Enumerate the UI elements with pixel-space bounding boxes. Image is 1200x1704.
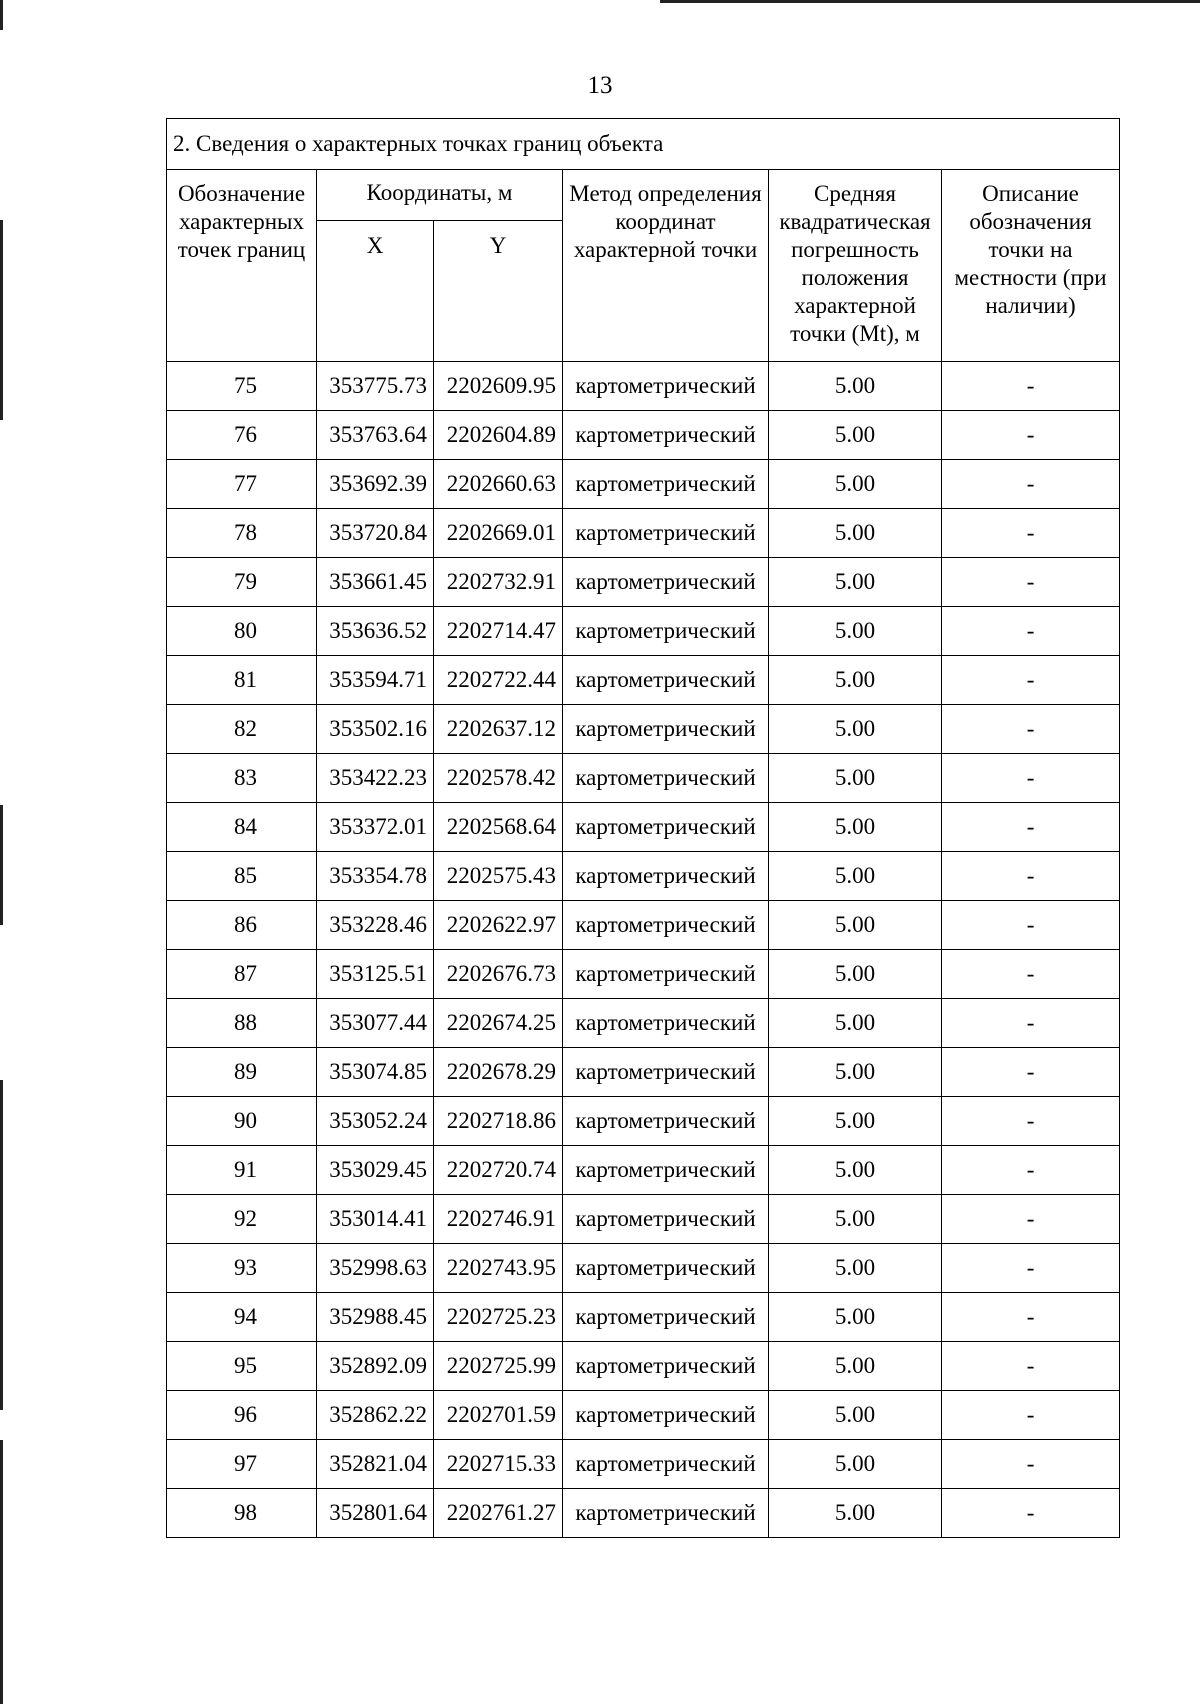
description-cell: - — [942, 901, 1120, 950]
header-y: Y — [434, 221, 563, 362]
table-row — [167, 1342, 1120, 1391]
method-cell: картометрический — [563, 1293, 769, 1342]
table-row — [167, 1489, 1120, 1538]
description-cell: - — [942, 1391, 1120, 1440]
description-cell: - — [942, 656, 1120, 705]
point-cell: 80 — [167, 607, 317, 656]
point-cell: 93 — [167, 1244, 317, 1293]
method-cell: картометрический — [563, 411, 769, 460]
description-cell: - — [942, 1097, 1120, 1146]
point-cell: 90 — [167, 1097, 317, 1146]
method-cell: картометрический — [563, 656, 769, 705]
scan-edge-left — [0, 805, 3, 925]
description-cell: - — [942, 852, 1120, 901]
x-coordinate-cell: 352821.04 — [317, 1440, 434, 1489]
method-cell: картометрический — [563, 607, 769, 656]
y-coordinate-cell: 2202743.95 — [434, 1244, 563, 1293]
error-cell: 5.00 — [769, 950, 942, 999]
description-cell: - — [942, 607, 1120, 656]
point-cell: 86 — [167, 901, 317, 950]
method-cell: картометрический — [563, 803, 769, 852]
error-cell: 5.00 — [769, 1097, 942, 1146]
x-coordinate-cell: 352801.64 — [317, 1489, 434, 1538]
method-cell: картометрический — [563, 1342, 769, 1391]
y-coordinate-cell: 2202725.23 — [434, 1293, 563, 1342]
header-description: Описание обозначения точки на местности (при наличии) — [942, 170, 1120, 362]
table-row — [167, 999, 1120, 1048]
description-cell: - — [942, 754, 1120, 803]
method-cell: картометрический — [563, 1391, 769, 1440]
y-coordinate-cell: 2202609.95 — [434, 362, 563, 411]
x-coordinate-cell: 353422.23 — [317, 754, 434, 803]
y-coordinate-cell: 2202669.01 — [434, 509, 563, 558]
y-coordinate-cell: 2202568.64 — [434, 803, 563, 852]
error-cell: 5.00 — [769, 460, 942, 509]
error-cell: 5.00 — [769, 411, 942, 460]
error-cell: 5.00 — [769, 558, 942, 607]
error-cell: 5.00 — [769, 656, 942, 705]
description-cell: - — [942, 1244, 1120, 1293]
description-cell: - — [942, 509, 1120, 558]
method-cell: картометрический — [563, 1195, 769, 1244]
error-cell: 5.00 — [769, 803, 942, 852]
method-cell: картометрический — [563, 754, 769, 803]
table-row — [167, 803, 1120, 852]
x-coordinate-cell: 352998.63 — [317, 1244, 434, 1293]
error-cell: 5.00 — [769, 852, 942, 901]
y-coordinate-cell: 2202761.27 — [434, 1489, 563, 1538]
description-cell: - — [942, 1195, 1120, 1244]
description-cell: - — [942, 705, 1120, 754]
method-cell: картометрический — [563, 558, 769, 607]
point-cell: 92 — [167, 1195, 317, 1244]
y-coordinate-cell: 2202732.91 — [434, 558, 563, 607]
point-cell: 81 — [167, 656, 317, 705]
x-coordinate-cell: 353354.78 — [317, 852, 434, 901]
y-coordinate-cell: 2202578.42 — [434, 754, 563, 803]
table-row — [167, 607, 1120, 656]
y-coordinate-cell: 2202701.59 — [434, 1391, 563, 1440]
y-coordinate-cell: 2202678.29 — [434, 1048, 563, 1097]
x-coordinate-cell: 353763.64 — [317, 411, 434, 460]
y-coordinate-cell: 2202637.12 — [434, 705, 563, 754]
y-coordinate-cell: 2202720.74 — [434, 1146, 563, 1195]
x-coordinate-cell: 353077.44 — [317, 999, 434, 1048]
x-coordinate-cell: 353594.71 — [317, 656, 434, 705]
point-cell: 98 — [167, 1489, 317, 1538]
description-cell: - — [942, 1146, 1120, 1195]
point-cell: 96 — [167, 1391, 317, 1440]
method-cell: картометрический — [563, 1440, 769, 1489]
x-coordinate-cell: 353692.39 — [317, 460, 434, 509]
method-cell: картометрический — [563, 901, 769, 950]
error-cell: 5.00 — [769, 1440, 942, 1489]
point-cell: 95 — [167, 1342, 317, 1391]
table-row — [167, 705, 1120, 754]
scan-edge-left — [0, 220, 3, 420]
header-designation: Обозначение характерных точек границ — [167, 170, 317, 362]
point-cell: 89 — [167, 1048, 317, 1097]
error-cell: 5.00 — [769, 1048, 942, 1097]
error-cell: 5.00 — [769, 362, 942, 411]
y-coordinate-cell: 2202674.25 — [434, 999, 563, 1048]
table-row — [167, 901, 1120, 950]
y-coordinate-cell: 2202676.73 — [434, 950, 563, 999]
error-cell: 5.00 — [769, 1146, 942, 1195]
error-cell: 5.00 — [769, 901, 942, 950]
page-number: 13 — [587, 72, 613, 99]
table-body — [167, 362, 1120, 1538]
x-coordinate-cell: 353074.85 — [317, 1048, 434, 1097]
method-cell: картометрический — [563, 1097, 769, 1146]
method-cell: картометрический — [563, 509, 769, 558]
error-cell: 5.00 — [769, 1391, 942, 1440]
x-coordinate-cell: 352862.22 — [317, 1391, 434, 1440]
boundary-points-table — [166, 118, 1120, 1538]
error-cell: 5.00 — [769, 705, 942, 754]
method-cell: картометрический — [563, 460, 769, 509]
table-title: 2. Сведения о характерных точках границ объекта — [167, 119, 1120, 170]
y-coordinate-cell: 2202746.91 — [434, 1195, 563, 1244]
error-cell: 5.00 — [769, 1342, 942, 1391]
table-row — [167, 1146, 1120, 1195]
table-row — [167, 509, 1120, 558]
description-cell: - — [942, 1489, 1120, 1538]
table-row — [167, 754, 1120, 803]
description-cell: - — [942, 558, 1120, 607]
point-cell: 79 — [167, 558, 317, 607]
point-cell: 85 — [167, 852, 317, 901]
point-cell: 82 — [167, 705, 317, 754]
table-row — [167, 1244, 1120, 1293]
header-x: X — [317, 221, 434, 362]
table-row — [167, 411, 1120, 460]
table-row — [167, 1391, 1120, 1440]
point-cell: 83 — [167, 754, 317, 803]
description-cell: - — [942, 1440, 1120, 1489]
x-coordinate-cell: 353775.73 — [317, 362, 434, 411]
error-cell: 5.00 — [769, 509, 942, 558]
header-error: Средняя квадратическая погрешность положения характерной точки (Mt), м — [769, 170, 942, 362]
y-coordinate-cell: 2202660.63 — [434, 460, 563, 509]
x-coordinate-cell: 353052.24 — [317, 1097, 434, 1146]
method-cell: картометрический — [563, 852, 769, 901]
method-cell: картометрический — [563, 362, 769, 411]
point-cell: 88 — [167, 999, 317, 1048]
error-cell: 5.00 — [769, 1489, 942, 1538]
error-cell: 5.00 — [769, 607, 942, 656]
table-row — [167, 1293, 1120, 1342]
header-coordinates: Координаты, м — [317, 170, 563, 221]
y-coordinate-cell: 2202725.99 — [434, 1342, 563, 1391]
table-row — [167, 1097, 1120, 1146]
table-row — [167, 1048, 1120, 1097]
description-cell: - — [942, 1048, 1120, 1097]
table-row — [167, 950, 1120, 999]
table-row — [167, 1195, 1120, 1244]
x-coordinate-cell: 353014.41 — [317, 1195, 434, 1244]
table-row — [167, 852, 1120, 901]
point-cell: 91 — [167, 1146, 317, 1195]
point-cell: 76 — [167, 411, 317, 460]
y-coordinate-cell: 2202575.43 — [434, 852, 563, 901]
point-cell: 77 — [167, 460, 317, 509]
y-coordinate-cell: 2202722.44 — [434, 656, 563, 705]
x-coordinate-cell: 353228.46 — [317, 901, 434, 950]
table-row — [167, 656, 1120, 705]
x-coordinate-cell: 353372.01 — [317, 803, 434, 852]
table-row — [167, 460, 1120, 509]
x-coordinate-cell: 353636.52 — [317, 607, 434, 656]
method-cell: картометрический — [563, 1244, 769, 1293]
method-cell: картометрический — [563, 950, 769, 999]
description-cell: - — [942, 950, 1120, 999]
method-cell: картометрический — [563, 1489, 769, 1538]
scan-edge-top — [660, 0, 1200, 3]
point-cell: 78 — [167, 509, 317, 558]
x-coordinate-cell: 352988.45 — [317, 1293, 434, 1342]
point-cell: 97 — [167, 1440, 317, 1489]
error-cell: 5.00 — [769, 1195, 942, 1244]
point-cell: 87 — [167, 950, 317, 999]
scan-edge-left — [0, 0, 3, 30]
method-cell: картометрический — [563, 1146, 769, 1195]
method-cell: картометрический — [563, 999, 769, 1048]
point-cell: 94 — [167, 1293, 317, 1342]
y-coordinate-cell: 2202718.86 — [434, 1097, 563, 1146]
x-coordinate-cell: 353125.51 — [317, 950, 434, 999]
error-cell: 5.00 — [769, 1244, 942, 1293]
description-cell: - — [942, 1342, 1120, 1391]
error-cell: 5.00 — [769, 999, 942, 1048]
description-cell: - — [942, 362, 1120, 411]
method-cell: картометрический — [563, 705, 769, 754]
description-cell: - — [942, 460, 1120, 509]
y-coordinate-cell: 2202604.89 — [434, 411, 563, 460]
description-cell: - — [942, 803, 1120, 852]
scan-edge-left — [0, 1440, 3, 1704]
x-coordinate-cell: 353502.16 — [317, 705, 434, 754]
x-coordinate-cell: 353720.84 — [317, 509, 434, 558]
x-coordinate-cell: 353029.45 — [317, 1146, 434, 1195]
method-cell: картометрический — [563, 1048, 769, 1097]
table-row — [167, 1440, 1120, 1489]
description-cell: - — [942, 999, 1120, 1048]
point-cell: 75 — [167, 362, 317, 411]
scan-edge-left — [0, 1080, 3, 1410]
x-coordinate-cell: 353661.45 — [317, 558, 434, 607]
table-row — [167, 558, 1120, 607]
error-cell: 5.00 — [769, 754, 942, 803]
error-cell: 5.00 — [769, 1293, 942, 1342]
y-coordinate-cell: 2202714.47 — [434, 607, 563, 656]
x-coordinate-cell: 352892.09 — [317, 1342, 434, 1391]
description-cell: - — [942, 411, 1120, 460]
y-coordinate-cell: 2202622.97 — [434, 901, 563, 950]
point-cell: 84 — [167, 803, 317, 852]
table-row — [167, 362, 1120, 411]
y-coordinate-cell: 2202715.33 — [434, 1440, 563, 1489]
description-cell: - — [942, 1293, 1120, 1342]
header-method: Метод определения координат характерной точки — [563, 170, 769, 362]
